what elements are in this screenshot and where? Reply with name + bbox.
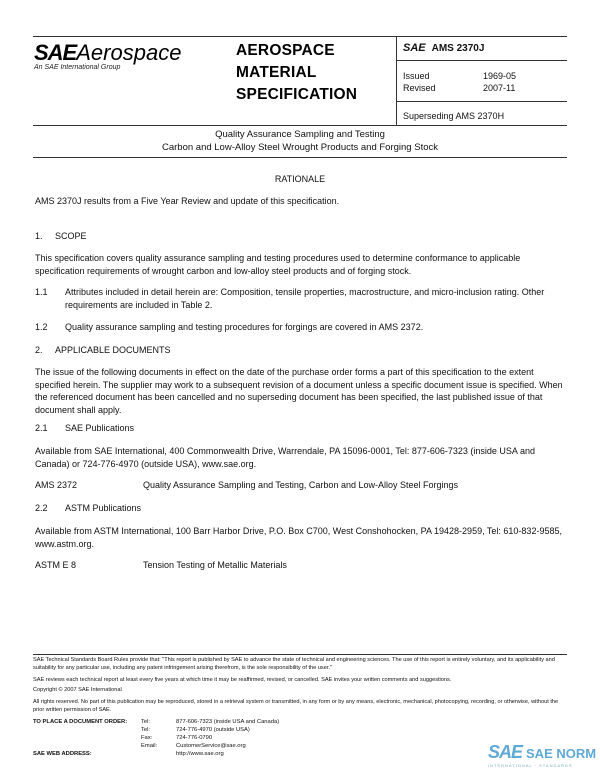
order-contacts [33, 718, 279, 758]
reference-id: ASTM E 8 [35, 560, 77, 570]
subtitle-line-2: Carbon and Low-Alloy Steel Wrought Products and Forging Stock [161, 142, 438, 153]
footer-rights-notice: All rights reserved. No part of this publication may be reproduced, stored in a retrieval system or transmitted, in any form or by any means, electronic, mechanical, photocopying, recording, or otherwise, without the prior written permission of SAE. [33, 699, 559, 713]
logo-brand: SAE [34, 40, 77, 65]
item-text: Quality assurance sampling and testing procedures for forgings are covered in AMS 2372. [65, 322, 424, 332]
title-line: SPECIFICATION [236, 86, 358, 103]
astm-publications-text: Available from ASTM International, 100 Barr Harbor Drive, P.O. Box C700, West Conshohocken, PA 19428-2959, Tel: 610-832-9585, www.astm.org. [35, 526, 562, 549]
rationale-text: AMS 2370J results from a Five Year Review and update of this specification. [35, 196, 340, 206]
document-type-title [236, 40, 386, 106]
footer-review-notice: SAE reviews each technical report at least every five years at which time it may be reaffirmed, revised, or cancelled. SAE invites your written comments and suggestions. [33, 677, 452, 683]
contact-value: 724-776-0790 [176, 735, 213, 741]
item-number: 1.1 [35, 287, 48, 297]
scope-title: SCOPE [55, 231, 87, 241]
applicable-docs-heading [35, 345, 171, 355]
astm-pub-title: ASTM Publications [65, 503, 142, 513]
issue-dates [403, 70, 516, 94]
logo-tagline: An SAE International Group [34, 64, 121, 71]
title-line: MATERIAL [236, 64, 317, 81]
scope-heading [35, 231, 87, 241]
applicable-number: 2. [35, 345, 43, 355]
scope-item-1-1 [35, 286, 565, 311]
reference-title: Quality Assurance Sampling and Testing, Carbon and Low-Alloy Steel Forgings [143, 480, 459, 490]
contact-label: Email: [141, 743, 158, 749]
contact-label: Tel: [141, 719, 151, 725]
sae-publications-heading [35, 423, 134, 433]
document-number: AMS 2370J [431, 43, 485, 54]
applicable-docs-text: The issue of the following documents in effect on the date of the purchase order forms a part of this specification to the extent specified herein. The supplier may work to a subsequent revision of a document unless a specific document issue is specified. When the referenced document has been cancelled and no superseding document has been specified, the last published issue of that document shall apply. [35, 367, 563, 415]
sae-publications-text: Available from SAE International, 400 Commonwealth Drive, Warrendale, PA 15096-0001, Tel: 877-606-7323 (inside USA and Canada) or 724-776-4970 (outside USA), www.sae.org. [35, 446, 535, 469]
item-number: 1.2 [35, 322, 48, 332]
watermark-logo: SAE [488, 742, 523, 762]
sae-mini-logo: SAE [403, 42, 426, 54]
header-top-rule [33, 36, 567, 37]
rationale-heading: RATIONALE [274, 174, 326, 184]
web-link[interactable]: http://www.sae.org [176, 751, 224, 757]
footer-rule [33, 654, 567, 655]
document-number-row [403, 42, 484, 54]
contact-value: 724-776-4970 (outside USA) [176, 727, 250, 733]
astm-publications-heading [35, 503, 141, 513]
astm-pub-number: 2.2 [35, 503, 48, 513]
footer-rules-notice: SAE Technical Standards Board Rules provide that: "This report is published by SAE to advance the state of technical and engineering sciences. The use of this report is entirely voluntary, and its applicability and suitability for any particular use, including any patent infringement arising therefrom, is the sole responsibility of the user." [33, 657, 555, 671]
order-label: TO PLACE A DOCUMENT ORDER: [33, 719, 128, 725]
contact-label: Fax: [141, 735, 153, 741]
web-label: SAE WEB ADDRESS: [33, 751, 92, 757]
item-text: Attributes included in detail herein are: Composition, tensile properties, macrostructure, and micro-inclusion rating. Other requirements are included in Table 2. [65, 287, 545, 310]
sae-pub-number: 2.1 [35, 423, 48, 433]
revised-label: Revised [403, 83, 436, 93]
applicable-title: APPLICABLE DOCUMENTS [55, 345, 171, 355]
scope-text: This specification covers quality assurance sampling and testing procedures used to determine conformance to applicable specification requirements of wrought carbon and low-alloy steel products and of forging stock. [35, 253, 521, 276]
doc-number-rule [397, 60, 567, 61]
revised-value: 2007-11 [483, 83, 516, 93]
reference-id: AMS 2372 [35, 480, 78, 490]
header-divider [396, 36, 397, 126]
document-subtitle [0, 128, 600, 154]
reference-astm-e8 [35, 560, 287, 570]
issued-value: 1969-05 [483, 71, 517, 81]
reference-ams-2372 [35, 480, 458, 490]
reference-title: Tension Testing of Metallic Materials [143, 560, 287, 570]
sae-norm-watermark [488, 742, 598, 772]
contact-email[interactable]: CustomerService@sae.org [176, 743, 246, 749]
watermark-sub: INTERNATIONAL · STANDARDS [488, 763, 573, 768]
scope-number: 1. [35, 231, 43, 241]
logo-word: Aerospace [76, 40, 182, 65]
title-line: AEROSPACE [236, 42, 335, 59]
footer-copyright: Copyright © 2007 SAE International [33, 687, 122, 693]
subtitle-rule [33, 157, 567, 158]
sae-aerospace-logo [34, 40, 224, 80]
subtitle-line-1: Quality Assurance Sampling and Testing [215, 129, 385, 140]
header-bottom-rule [33, 125, 567, 126]
dates-rule [397, 101, 567, 102]
watermark-word: SAE NORM [526, 746, 597, 761]
contact-value: 877-606-7323 (inside USA and Canada) [176, 719, 280, 725]
issued-label: Issued [403, 71, 430, 81]
contact-label: Tel: [141, 727, 151, 733]
superseding-note: Superseding AMS 2370H [403, 111, 505, 121]
sae-pub-title: SAE Publications [65, 423, 135, 433]
scope-item-1-2 [35, 321, 565, 334]
